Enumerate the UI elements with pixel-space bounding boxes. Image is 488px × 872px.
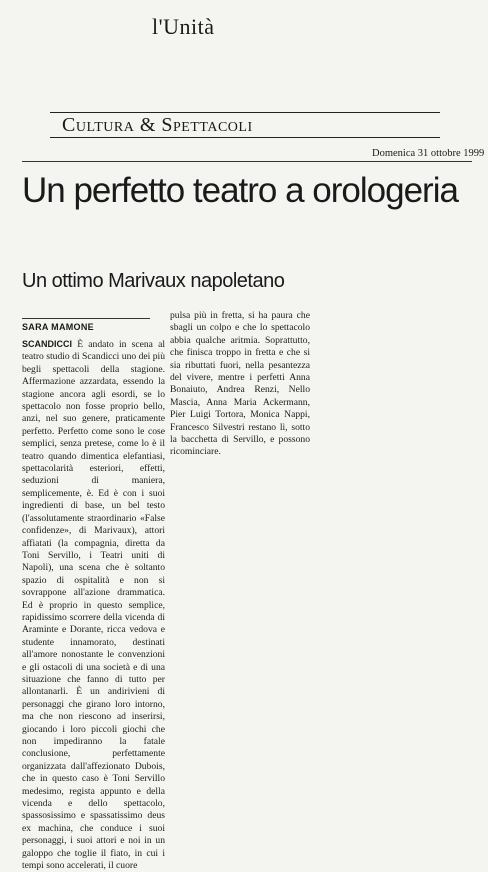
column-1-text: È andato in scena al teatro studio di Scandicci uno dei più begli spettacoli della stagione. Affermazione azzardata, essendo la stagione ancora agli esordi, se lo spettacolo non fosse proprio bello, anzi, nel suo genere, praticamente perfetto. Perfetto come sono le cose semplici, senza pretese, come lo è il teatro quando dimentica elefantiasi, spettacolarità esteriori, effetti, seduzioni di maniera, semplicemente, è. Ed è con i suoi ingredienti di base, un bel testo (l'assolutamente straordinario «False confidenze», di Marivaux), attori affiatati (la compagnia, diretta da Toni Servillo, i Teatri uniti di Napoli), una scena che è soltanto spazio di ospitalità e non si sovrappone all'azione drammatica. Ed è proprio in questo semplice, rapidissimo scorrere della vicenda di Araminte e Dorante, ricca vedova e studente innamorato, destinati all'amore nonostante le convenzioni e gli ostacoli di una società e di una situazione che fanno di tutto per allontanarli. È un andirivieni di personaggi che girano loro intorno, ma che non riescono ad inserirsi, giocando i loro piccoli giochi che non impediranno la fatale conclusione, perfettamente organizzata dall'affezionato Dubois, che in questo caso è Toni Servillo medesimo, regista appunto e della vicenda e dello spettacolo, spassosissimo e spassatissimo deus ex machina, che conduce i suoi personaggi, i suoi attori e noi in un galoppo che toglie il fiato, in cui i tempi sono accelerati, il cuore	[22, 339, 165, 872]
masthead: l'Unità	[152, 14, 215, 39]
article-column-2	[170, 310, 310, 459]
subheadline: Un ottimo Marivaux napoletano	[22, 270, 285, 292]
column-2-text: pulsa più in fretta, si ha paura che sbagli un colpo e che lo spettacolo abbia qualche aritmia. Soprattutto, che finisca troppo in fretta e che si sia ributtati fuori, nella pesantezza del vivere, mentre i perfetti Anna Bonaiuto, Andrea Renzi, Nello Mascia, Anna Maria Ackermann, Pier Luigi Tortora, Monica Nappi, Francesco Silvestri restano lì, sotto la bacchetta di Servillo, e possono ricominciare.	[170, 310, 310, 458]
headline: Un perfetto teatro a orologeria	[22, 171, 458, 210]
byline-rule	[22, 318, 150, 319]
article-column-1	[22, 338, 165, 872]
section-title: Cultura & Spettacoli	[62, 114, 253, 136]
date-line: Domenica 31 ottobre 1999	[372, 148, 485, 159]
byline: SARA MAMONE	[22, 322, 94, 332]
dateline: SCANDICCI	[22, 339, 78, 349]
date-rule	[22, 161, 472, 162]
